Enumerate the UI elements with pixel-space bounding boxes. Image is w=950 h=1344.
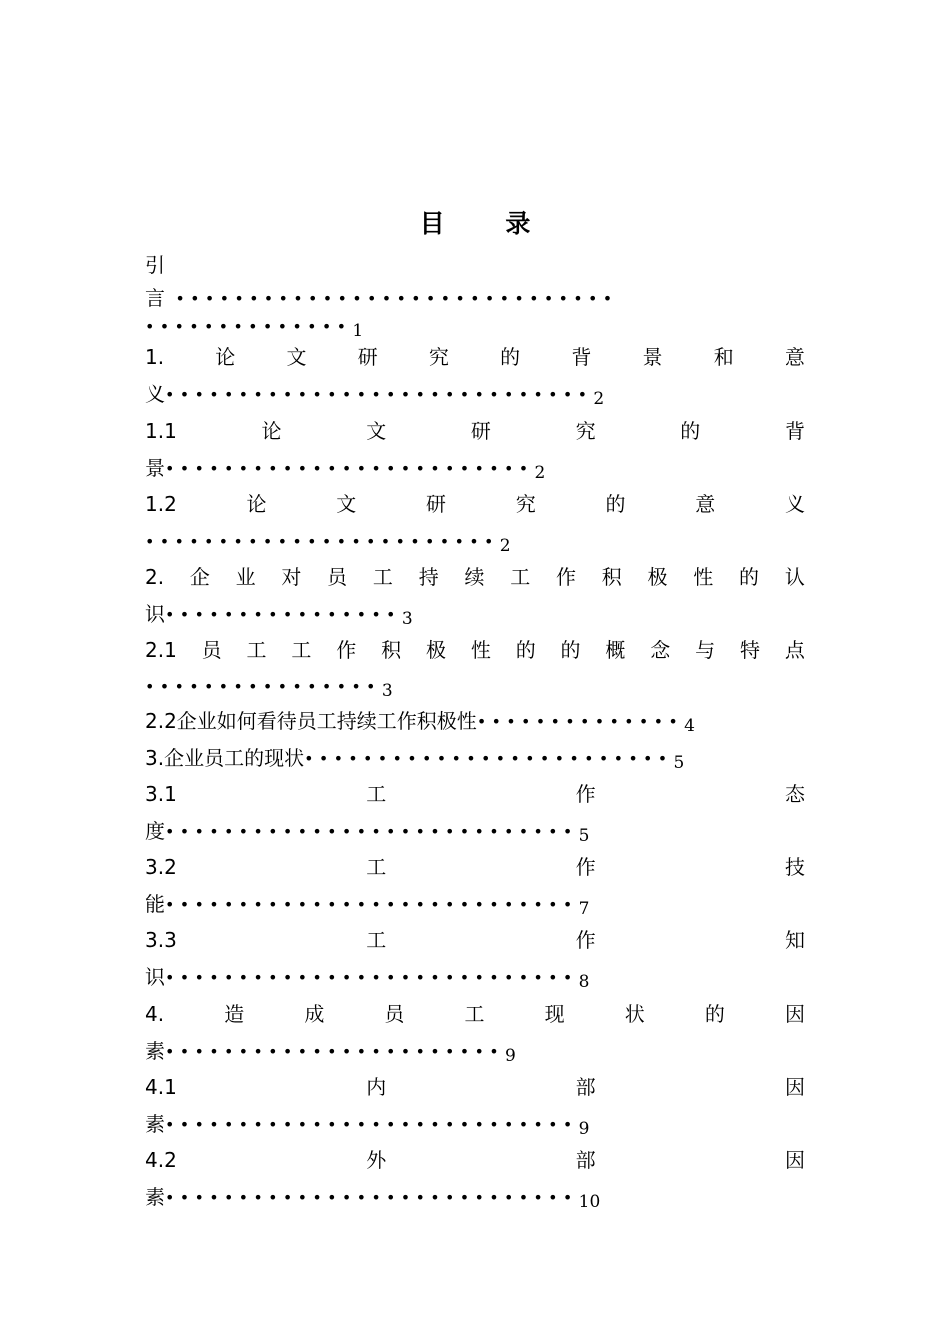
dot-leader: •••••••••••••••••••••••••••••• [165,289,618,308]
toc-heading-token: 的 [560,638,581,662]
dot-leader: •••••••••••••••••••••••••••• [165,1115,578,1134]
toc-heading-token: 背 [571,345,592,369]
toc-heading-token: 业 [235,565,256,589]
toc-heading-token: 员 [327,565,348,589]
toc-heading-token: 外 [366,1148,387,1172]
toc-heading-token: 造 [224,1002,245,1026]
toc-heading-token: 和 [713,345,734,369]
dot-leader: •••••••••••••••••••••••••••• [165,1188,578,1207]
toc-entry-leader-line [145,889,805,919]
toc-heading-token: 部 [575,1075,596,1099]
toc-entry-heading-line [145,925,805,955]
toc-heading-token: 作 [575,782,596,806]
toc-entry-leader-line [145,962,805,992]
toc-heading-token: 2.1 [145,638,177,662]
page-number: 1 [352,321,364,341]
toc-entry-leader-line [145,816,805,846]
toc-heading-token: 3.3 [145,928,177,952]
page-number: 8 [578,972,590,992]
toc-heading-token: 论 [246,492,267,516]
page-number: 3 [381,681,393,701]
toc-heading-token: 景 [145,456,165,480]
toc-heading-token: 工 [510,565,531,589]
toc-heading-token: 作 [575,855,596,879]
dot-leader: ••••••••••••••••••••••••••••• [165,385,593,404]
toc-heading-token: 作 [575,928,596,952]
page-number: 9 [504,1046,516,1066]
toc-entry-heading-line [145,1145,805,1175]
toc-heading-token: 续 [464,565,485,589]
toc-heading-token: 概 [605,638,626,662]
toc-entry-leader-line [145,283,805,313]
toc-heading-token: 工 [366,782,387,806]
toc-heading-token: 文 [336,492,357,516]
toc-heading-token: 4.1 [145,1075,177,1099]
dot-leader: •••••••••••••••• [165,605,401,624]
toc-entry-leader-line [145,599,805,629]
dot-leader: •••••••••••••••••••••••••••• [165,822,578,841]
toc-entry-label: 3.企业员工的现状 [145,746,305,770]
toc-heading-token: 与 [695,638,716,662]
toc-heading-token: 特 [739,638,760,662]
toc-heading-token: 论 [261,419,282,443]
toc-entry-heading-line [145,779,805,809]
toc-heading-token: 意 [784,345,805,369]
toc-heading-token: 工 [372,565,393,589]
toc-heading-token: 意 [695,492,716,516]
page-number: 5 [673,753,685,773]
toc-heading-token: 员 [201,638,222,662]
toc-heading-token: 部 [575,1148,596,1172]
toc-heading-token: 的 [704,1002,725,1026]
toc-entry-heading-line [145,852,805,882]
toc-heading-token: 1.1 [145,419,177,443]
toc-entry-heading-line [145,562,805,592]
toc-heading-token: 因 [784,1002,805,1026]
toc-heading-token: 现 [544,1002,565,1026]
toc-heading-token: 素 [145,1185,165,1209]
toc-heading-token: 究 [428,345,449,369]
toc-entry-leader-line [145,1036,805,1066]
toc-heading-token: 3.2 [145,855,177,879]
toc-heading-token: 的 [500,345,521,369]
toc-heading-token: 引 [145,253,165,277]
dot-leader: •••••••••••••• [476,712,684,731]
toc-heading-token: 研 [426,492,447,516]
toc-entry-heading-line [145,1072,805,1102]
toc-heading-token: 度 [145,819,165,843]
toc-heading-token: 工 [246,638,267,662]
toc-heading-token: 知 [784,928,805,952]
toc-heading-token: 3.1 [145,782,177,806]
page-number: 10 [578,1192,601,1212]
toc-heading-token: 的 [605,492,626,516]
toc-heading-token: 4. [145,1002,165,1026]
page-number: 7 [578,899,590,919]
toc-heading-token: 义 [145,382,165,406]
toc-entry-heading-line [145,342,805,372]
toc-heading-token: 持 [418,565,439,589]
toc-entry [145,743,805,773]
toc-heading-token: 工 [464,1002,485,1026]
toc-heading-token: 对 [281,565,302,589]
toc-entry-leader-line [145,1109,805,1139]
toc-heading-token: 素 [145,1112,165,1136]
toc-heading-token: 能 [145,892,165,916]
page-number: 4 [684,716,695,736]
toc-entry [145,706,805,736]
toc-heading-token: 工 [366,855,387,879]
toc-heading-token: 作 [555,565,576,589]
toc-entry-label: 2.2企业如何看待员工持续工作积极性 [145,709,477,733]
page-number: 9 [578,1119,590,1139]
toc-heading-token: 文 [286,345,307,369]
toc-heading-token: 言 [145,286,165,310]
toc-heading-token: 研 [470,419,491,443]
toc-entry-heading-line [145,999,805,1029]
toc-heading-token: 研 [357,345,378,369]
toc-heading-token: 状 [624,1002,645,1026]
toc-heading-token: 极 [647,565,668,589]
toc-heading-token: 认 [784,565,805,589]
toc-heading-token: 素 [145,1039,165,1063]
page-number: 2 [534,463,546,483]
dot-leader: •••••••••••••••••••••••• [145,532,499,551]
toc-heading-token: 4.2 [145,1148,177,1172]
toc-heading-token: 2. [145,565,165,589]
toc-heading-token: 性 [693,565,714,589]
toc-heading-token: 识 [145,602,165,626]
toc-heading-token: 技 [784,855,805,879]
toc-heading-token: 文 [366,419,387,443]
toc-heading-token: 因 [784,1075,805,1099]
dot-leader: •••••••••••••••••••••••••••• [165,968,578,987]
toc-heading-token: 的 [680,419,701,443]
dot-leader: •••••••••••••••••••••••••••• [165,895,578,914]
toc-heading-token: 1.2 [145,492,177,516]
toc-heading-token: 点 [784,638,805,662]
toc-heading-token: 极 [425,638,446,662]
dot-leader: ••••••••••••••••••••••• [165,1042,504,1061]
toc-heading-token: 背 [784,419,805,443]
toc-entry-leader-line [145,526,805,556]
toc-heading-token: 态 [784,782,805,806]
toc-heading-token: 景 [642,345,663,369]
page-number: 2 [499,536,511,556]
toc-heading-token: 工 [291,638,312,662]
toc-entry-leader-line [145,311,805,341]
toc-heading-token: 内 [366,1075,387,1099]
toc-heading-token: 1. [145,345,165,369]
dot-leader: ••••••••••••••••••••••••• [304,749,673,768]
toc-heading-token: 成 [304,1002,325,1026]
page-number: 2 [593,389,605,409]
toc-heading-token: 究 [515,492,536,516]
page-number: 3 [401,609,413,629]
toc-heading-token: 究 [575,419,596,443]
toc-heading-token: 员 [384,1002,405,1026]
toc-entry-heading-line [145,635,805,665]
toc-entry-heading-line [145,416,805,446]
toc-heading-token: 积 [381,638,402,662]
dot-leader: •••••••••••••••• [145,677,381,696]
toc-heading-token: 因 [784,1148,805,1172]
toc-heading-token: 企 [189,565,210,589]
toc-heading-token: 义 [784,492,805,516]
toc-heading-token: 工 [366,928,387,952]
toc-heading-token: 念 [650,638,671,662]
toc-heading-token: 积 [601,565,622,589]
toc-heading-token: 识 [145,965,165,989]
toc-heading-token: 的 [739,565,760,589]
dot-leader: ••••••••••••••••••••••••• [165,459,534,478]
toc-entry-leader-line [145,453,805,483]
toc-entry-heading-line [145,250,805,280]
toc-heading-token: 作 [336,638,357,662]
dot-leader: •••••••••••••• [145,317,352,336]
page-number: 5 [578,826,590,846]
toc-heading-token: 性 [470,638,491,662]
toc-entry-leader-line [145,379,805,409]
toc-entry-leader-line [145,1182,805,1212]
toc-heading-token: 论 [215,345,236,369]
toc-entry-leader-line [145,671,805,701]
toc-title: 目 录 [419,209,557,238]
toc-entry-heading-line [145,489,805,519]
toc-heading-token: 的 [515,638,536,662]
